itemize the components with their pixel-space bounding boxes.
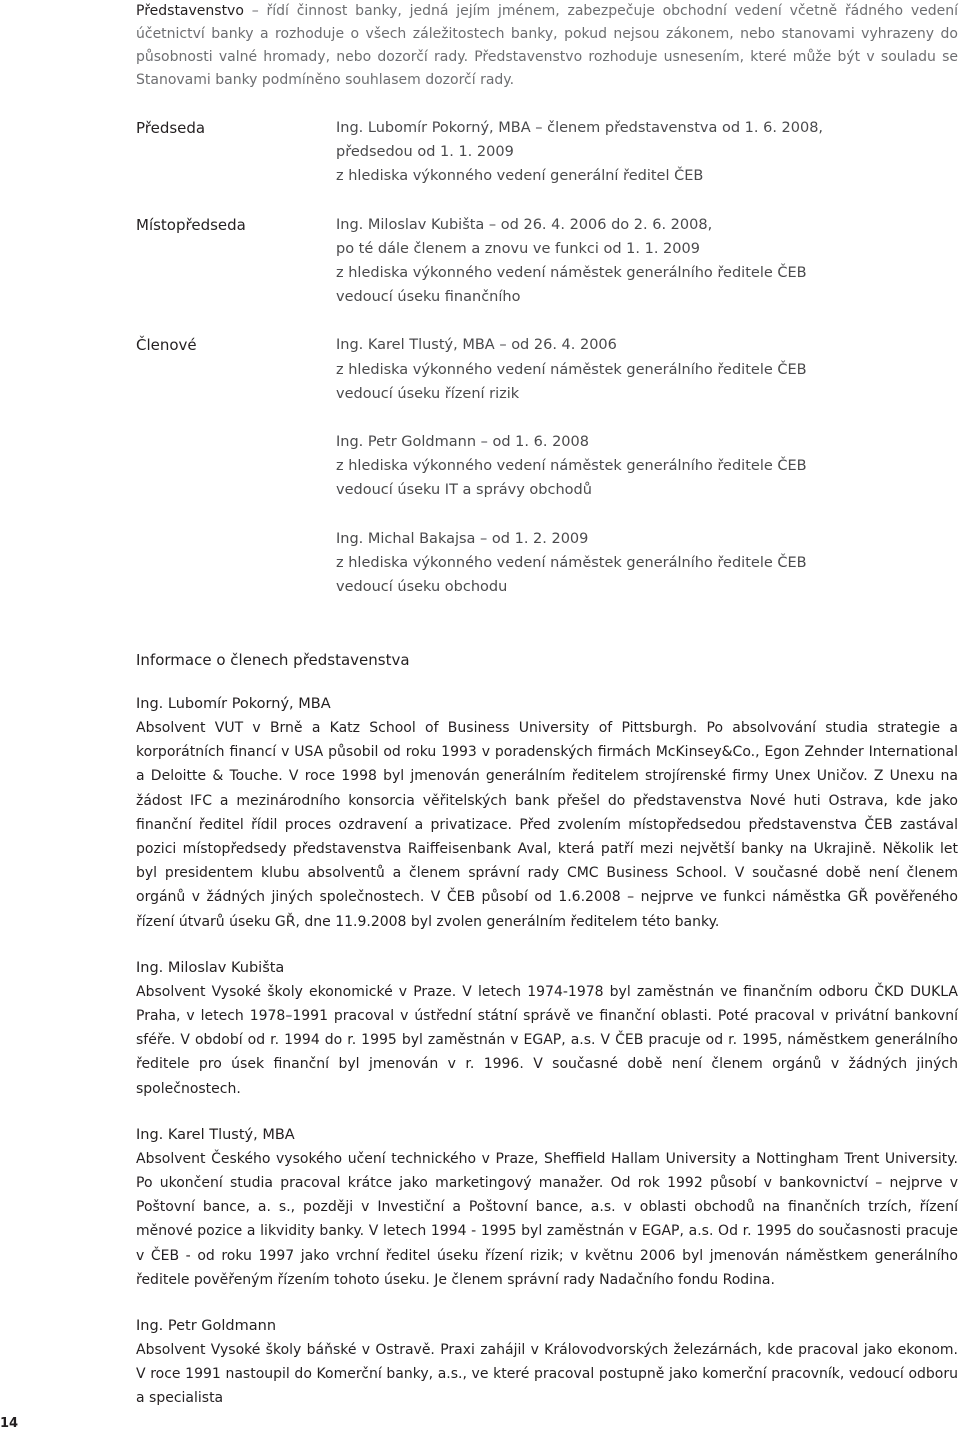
bio-text: Absolvent Českého vysokého učení technického v Praze, Sheffield Hallam University a Nottingham Trent University. Po ukončení studia pracoval krátce jako marketingový manažer. Od rok 1992 působí v bankovnictví – nejprve v Poštovní bance, a. s., později v Investiční a Poštovní bance, a.s. v oblasti obchodů na finančních trzích, řízení měnové pozice a likvidity banky. V letech 1994 - 1995 byl zaměstnán v EGAP, a.s. Od r. 1995 do současnosti pracuje v ČEB - od roku 1997 jako vrchní ředitel úseku řízení rizik; v květnu 2006 byl jmenován náměstkem generálního ředitele pověřeným řízením tohoto úseku. Je členem správní rady Nadačního fondu Rodina. xyxy=(136,1150,958,1288)
intro-lead: Představenstvo xyxy=(136,3,244,19)
member-line: Ing. Miloslav Kubišta – od 26. 4. 2006 do 2. 6. 2008, xyxy=(336,216,713,233)
member-line: Ing. Michal Bakajsa – od 1. 2. 2009 xyxy=(336,530,589,547)
bio-name: Ing. Petr Goldmann xyxy=(136,1318,277,1335)
board-roster xyxy=(136,116,958,623)
member-entry xyxy=(336,527,958,600)
member-line: vedoucí úseku finančního xyxy=(336,289,521,306)
intro-text: řídí činnost banky, jedná jejím jménem, zabezpečuje obchodní vedení včetně řádného vedení účetnictví banky a rozhoduje o všech záležitostech banky, pokud nejsou zákonem, nebo stanovami vyhrazeny do působnosti valné hromady, nebo dozorčí rady. Představenstvo rozhoduje usnesením, které může být v souladu se Stanovami banky podmíněno souhlasem dozorčí rady. xyxy=(136,3,959,88)
role-label: Členové xyxy=(136,336,197,355)
section-title: Informace o členech představenstva xyxy=(136,651,410,669)
member-line: vedoucí úseku obchodu xyxy=(336,579,508,596)
member-line: Ing. Karel Tlustý, MBA – od 26. 4. 2006 xyxy=(336,337,617,354)
role-label: Předseda xyxy=(136,119,206,137)
intro-dash: – xyxy=(251,3,259,19)
member-line: z hlediska výkonného vedení náměstek generálního ředitele ČEB xyxy=(336,361,807,378)
bio-entry xyxy=(136,1314,958,1411)
member-line: Ing. Petr Goldmann – od 1. 6. 2008 xyxy=(336,434,589,451)
role-members xyxy=(336,333,958,599)
bio-entry xyxy=(136,956,958,1101)
member-line: z hlediska výkonného vedení náměstek generálního ředitele ČEB xyxy=(336,554,807,571)
member-line: vedoucí úseku řízení rizik xyxy=(336,385,520,402)
member-line: Ing. Lubomír Pokorný, MBA – členem představenstva od 1. 6. 2008, xyxy=(336,120,824,136)
bio-name: Ing. Karel Tlustý, MBA xyxy=(136,1126,295,1143)
member-entry xyxy=(336,333,958,406)
role-members xyxy=(336,116,958,189)
role-chairman xyxy=(136,116,958,189)
member-line: z hlediska výkonného vedení náměstek generálního ředitele ČEB xyxy=(336,265,807,282)
bio-text: Absolvent Vysoké školy ekonomické v Praze. V letech 1974-1978 byl zaměstnán ve finančním odboru ČKD DUKLA Praha, v letech 1978–1991 pracoval v ústřední státní správě ve finanční oblasti. Poté pracoval v privátní bankovní sféře. V období od r. 1994 do r. 1995 byl zaměstnán v EGAP, a.s. V ČEB pracuje od r. 1995, náměstkem generálního ředitele pro úsek finanční byl jmenován v r. 1996. V současné době není členem orgánů v žádných jiných společnostech. xyxy=(136,983,958,1097)
member-line: vedoucí úseku IT a správy obchodů xyxy=(336,482,592,499)
role-members xyxy=(336,213,958,310)
page-number: 14 xyxy=(0,1416,19,1431)
member-line: z hlediska výkonného vedení náměstek generálního ředitele ČEB xyxy=(336,458,807,475)
bio-name: Ing. Miloslav Kubišta xyxy=(136,959,285,976)
bio-text: Absolvent VUT v Brně a Katz School of Business University of Pittsburgh. Po absolvování studia strategie a korporátních financí v USA působil od roku 1993 v poradenských firmách McKinsey&Co., Egon Zehnder International a Deloitte & Touche. V roce 1998 byl jmenován generálním ředitelem strojírenské firmy Unex Uničov. Z Unexu na žádost IFC a mezinárodního konsorcia věřitelských bank přešel do představenstva Nové huti Ostrava, kde jako finanční ředitel řídil proces ozdravení a privatizace. Před zvolením místopředsedou představenstva ČEB zastával pozici místopředsedy představenstva Raiffeisenbank Aval, která patří mezi největší banky na Ukrajině. Několik let byl presidentem klubu absolventů a členem správní rady CMC Business School. V současné době není členem orgánů v žádných jiných společnostech. V ČEB působí od 1.6.2008 – nejprve ve funkci náměstka GŘ pověřeného řízení útvarů úseku GŘ, dne 11.9.2008 byl zvolen generálním ředitelem této banky. xyxy=(136,720,958,930)
member-line: po té dále členem a znovu ve funkci od 1. 1. 2009 xyxy=(336,240,700,257)
role-members-group xyxy=(136,333,958,599)
board-members-info xyxy=(136,648,958,1433)
member-line: z hlediska výkonného vedení generální ředitel ČEB xyxy=(336,168,704,185)
bio-text: Absolvent Vysoké školy báňské v Ostravě. Praxi zahájil v Královodvorských železárnách, kde pracoval jako ekonom. V roce 1991 nastoupil do Komerční banky, a.s., ve které pracoval postupně jako komerční pracovník, vedoucí odboru a specialista xyxy=(136,1342,958,1407)
bio-name: Ing. Lubomír Pokorný, MBA xyxy=(136,696,331,712)
bio-entry xyxy=(136,692,958,934)
bio-entry xyxy=(136,1123,958,1292)
role-vice-chairman xyxy=(136,213,958,310)
member-line: předsedou od 1. 1. 2009 xyxy=(336,144,514,161)
member-entry xyxy=(336,116,958,189)
member-entry xyxy=(336,430,958,503)
intro-paragraph xyxy=(136,0,958,92)
member-entry xyxy=(336,213,958,310)
role-label: Místopředseda xyxy=(136,215,246,234)
